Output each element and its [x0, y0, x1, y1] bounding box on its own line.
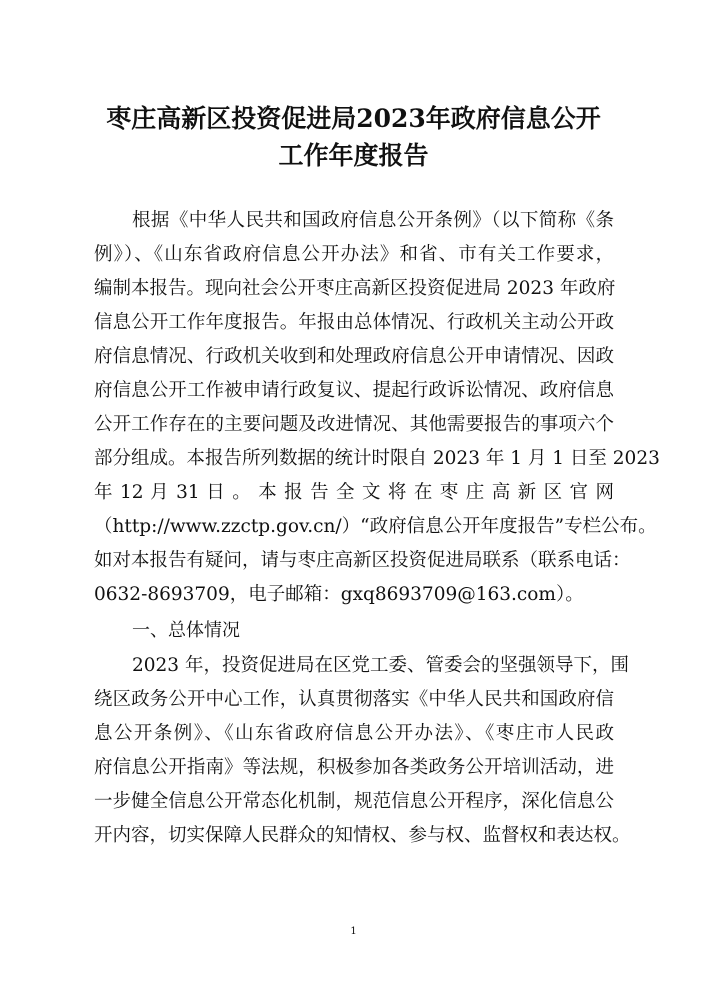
body-text-line: 如对本报告有疑问，请与枣庄高新区投资促进局联系（联系电话：: [94, 550, 631, 571]
body-text-line: 绕区政务公开中心工作，认真贯彻落实《中华人民共和国政府信: [94, 689, 614, 710]
body-text-line: 开内容，切实保障人民群众的知情权、参与权、监督权和表达权。: [94, 825, 631, 846]
body-text-line: 0632-8693709，电子邮箱：gxq8693709@163.com）。: [94, 584, 584, 605]
body-text-line: 根据《中华人民共和国政府信息公开条例》（以下简称《条: [132, 210, 614, 231]
body-text-line: 息公开条例》、《山东省政府信息公开办法》、《枣庄市人民政: [94, 723, 614, 744]
body-text-line: 公开工作存在的主要问题及改进情况、其他需要报告的事项六个: [94, 414, 614, 435]
body-text-line: 府信息公开指南》等法规，积极参加各类政务公开培训活动，进: [94, 757, 614, 778]
body-text-line: 府信息公开工作被申请行政复议、提起行政诉讼情况、政府信息: [94, 380, 614, 401]
body-text-line: 年 12 月 31 日 。 本 报 告 全 文 将 在 枣 庄 高 新 区 官 网: [94, 482, 614, 503]
body-text-line: 2023 年，投资促进局在区党工委、管委会的坚强领导下，围: [132, 655, 629, 676]
page-number: 1: [350, 926, 357, 937]
body-text-line: 编制本报告。现向社会公开枣庄高新区投资促进局 2023 年政府: [94, 278, 616, 299]
document-body: [94, 204, 660, 853]
title-line-1: 枣庄高新区投资促进局2023年政府信息公开: [106, 104, 601, 133]
body-text-line: 府信息情况、行政机关收到和处理政府信息公开申请情况、因政: [94, 346, 614, 367]
body-text-line: 一步健全信息公开常态化机制，规范信息公开程序，深化信息公: [94, 791, 614, 812]
document-title: [60, 100, 647, 174]
body-text-line: （http://www.zzctp.gov.cn/）“政府信息公开年度报告”专栏公布。: [94, 516, 657, 537]
section-heading: 一、总体情况: [132, 620, 240, 641]
body-text-line: 部分组成。本报告所列数据的统计时限自 2023 年 1 月 1 日至 2023: [94, 448, 660, 469]
body-text-line: 例》）、《山东省政府信息公开办法》和省、市有关工作要求，: [94, 244, 614, 265]
body-text-line: 信息公开工作年度报告。年报由总体情况、行政机关主动公开政: [94, 312, 614, 333]
title-line-2: 工作年度报告: [278, 141, 429, 170]
